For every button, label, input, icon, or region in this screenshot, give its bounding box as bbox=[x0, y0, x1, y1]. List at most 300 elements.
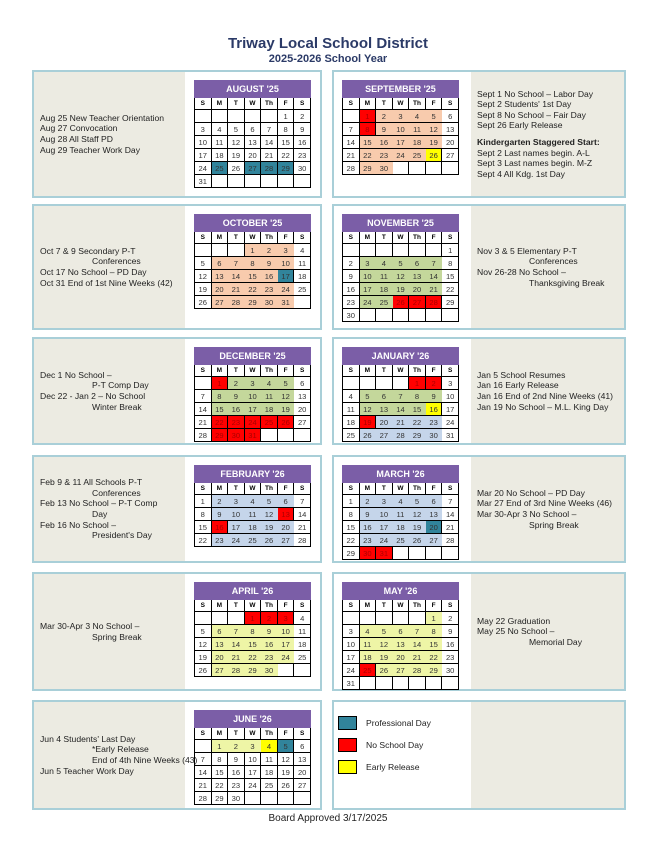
event-line bbox=[477, 370, 618, 381]
month-calendar bbox=[342, 214, 459, 322]
event-line bbox=[40, 113, 179, 124]
day-cell: 13 bbox=[392, 638, 409, 651]
event-text: No School – bbox=[69, 519, 116, 530]
weekday-label: S bbox=[343, 600, 360, 612]
day-cell bbox=[359, 309, 376, 322]
day-cell: 12 bbox=[277, 753, 294, 766]
day-cell: 2 bbox=[343, 257, 360, 270]
day-cell: 19 bbox=[277, 766, 294, 779]
day-cell: 19 bbox=[392, 283, 409, 296]
day-cell: 5 bbox=[359, 390, 376, 403]
day-cell bbox=[261, 175, 278, 188]
day-cell: 19 bbox=[228, 149, 245, 162]
day-cell: 13 bbox=[425, 508, 442, 521]
month-header-row bbox=[195, 348, 311, 365]
event-text: New Teacher Orientation bbox=[69, 112, 165, 123]
day-cell: 22 bbox=[277, 149, 294, 162]
weekday-label: S bbox=[195, 728, 212, 740]
day-cell: 15 bbox=[195, 521, 212, 534]
event-line-continued: Conferences bbox=[92, 256, 141, 267]
day-cell: 8 bbox=[244, 257, 261, 270]
week-row bbox=[195, 792, 311, 805]
week-row bbox=[195, 136, 311, 149]
weekday-label: W bbox=[244, 600, 261, 612]
day-cell: 14 bbox=[228, 270, 245, 283]
weekday-label: T bbox=[228, 232, 245, 244]
month-calendar bbox=[342, 80, 459, 175]
event-notes bbox=[471, 574, 624, 689]
day-cell: 21 bbox=[228, 283, 245, 296]
event-date: Sept 8 bbox=[477, 109, 502, 120]
day-cell: 30 bbox=[228, 429, 245, 442]
day-cell: 16 bbox=[261, 270, 278, 283]
event-text: No School – bbox=[64, 369, 112, 380]
day-cell: 17 bbox=[228, 521, 245, 534]
day-cell: 27 bbox=[294, 416, 311, 429]
month-header-row bbox=[343, 466, 459, 483]
day-cell: 13 bbox=[244, 136, 261, 149]
day-cell: 18 bbox=[359, 651, 376, 664]
day-cell: 22 bbox=[244, 283, 261, 296]
event-text: No School – Labor Day bbox=[504, 88, 594, 99]
legend-label: Early Release bbox=[366, 762, 420, 772]
event-notes bbox=[471, 339, 624, 443]
day-cell: 18 bbox=[261, 403, 278, 416]
month-header-row bbox=[343, 348, 459, 365]
event-line-continued: Spring Break bbox=[529, 519, 579, 530]
day-cell: 25 bbox=[294, 651, 311, 664]
day-cell: 31 bbox=[195, 175, 212, 188]
day-cell: 13 bbox=[409, 270, 426, 283]
legend-item-pd bbox=[338, 716, 431, 730]
day-cell: 18 bbox=[244, 521, 261, 534]
day-cell: 6 bbox=[442, 110, 459, 123]
day-cell: 24 bbox=[442, 416, 459, 429]
school-year-subtitle: 2025-2026 School Year bbox=[268, 53, 388, 65]
day-cell bbox=[294, 296, 311, 309]
day-cell: 23 bbox=[294, 149, 311, 162]
event-date: Aug 28 bbox=[40, 134, 68, 144]
day-cell: 31 bbox=[343, 677, 360, 690]
day-cell: 4 bbox=[294, 244, 311, 257]
day-cell: 30 bbox=[261, 664, 278, 677]
day-cell: 1 bbox=[244, 612, 261, 625]
day-cell: 15 bbox=[442, 270, 459, 283]
day-cell: 11 bbox=[244, 508, 261, 521]
weekday-label: S bbox=[343, 365, 360, 377]
event-date: Oct 7 & 9 bbox=[40, 245, 76, 256]
day-cell: 3 bbox=[359, 257, 376, 270]
event-line bbox=[477, 616, 618, 627]
week-row bbox=[195, 162, 311, 175]
weekday-row bbox=[195, 365, 311, 377]
weekday-label: T bbox=[228, 728, 245, 740]
event-notes bbox=[471, 457, 624, 561]
weekday-label: W bbox=[392, 98, 409, 110]
day-cell: 28 bbox=[442, 534, 459, 547]
day-cell: 22 bbox=[343, 534, 360, 547]
day-cell: 8 bbox=[244, 625, 261, 638]
day-cell bbox=[228, 612, 245, 625]
event-date: Aug 29 bbox=[40, 144, 68, 155]
day-cell: 13 bbox=[211, 270, 228, 283]
day-cell: 15 bbox=[343, 521, 360, 534]
weekday-label: M bbox=[359, 600, 376, 612]
day-cell: 5 bbox=[376, 625, 393, 638]
day-cell: 6 bbox=[244, 123, 261, 136]
day-cell: 16 bbox=[359, 521, 376, 534]
weekday-label: F bbox=[277, 600, 294, 612]
event-line bbox=[477, 110, 618, 121]
day-cell: 9 bbox=[343, 270, 360, 283]
day-cell bbox=[195, 740, 212, 753]
legend-item-ns bbox=[338, 738, 423, 752]
day-cell bbox=[277, 664, 294, 677]
day-cell bbox=[294, 175, 311, 188]
weekday-row bbox=[195, 232, 311, 244]
month-calendar bbox=[194, 80, 311, 188]
day-cell: 22 bbox=[359, 149, 376, 162]
day-cell: 11 bbox=[211, 136, 228, 149]
event-date: Jan 19 bbox=[477, 401, 503, 412]
week-row bbox=[343, 110, 459, 123]
day-cell: 22 bbox=[244, 651, 261, 664]
week-row bbox=[343, 283, 459, 296]
day-cell: 5 bbox=[195, 257, 212, 270]
day-cell: 6 bbox=[376, 390, 393, 403]
event-notes bbox=[34, 339, 185, 443]
day-cell: 21 bbox=[261, 149, 278, 162]
day-cell: 6 bbox=[294, 740, 311, 753]
day-cell: 12 bbox=[392, 270, 409, 283]
weekday-label: M bbox=[359, 232, 376, 244]
weekday-label: F bbox=[425, 600, 442, 612]
week-row bbox=[343, 664, 459, 677]
day-cell: 3 bbox=[343, 625, 360, 638]
week-row bbox=[195, 664, 311, 677]
weekday-label: S bbox=[343, 483, 360, 495]
event-date: Oct 31 bbox=[40, 277, 66, 288]
day-cell: 11 bbox=[409, 123, 426, 136]
day-cell bbox=[261, 110, 278, 123]
day-cell: 8 bbox=[409, 390, 426, 403]
day-cell bbox=[359, 612, 376, 625]
day-cell: 5 bbox=[195, 625, 212, 638]
event-line bbox=[40, 145, 179, 156]
event-text: Elementary P-T bbox=[517, 245, 577, 256]
day-cell: 22 bbox=[409, 416, 426, 429]
day-cell bbox=[392, 162, 409, 175]
day-cell: 16 bbox=[343, 283, 360, 296]
weekday-label: F bbox=[277, 728, 294, 740]
event-notes bbox=[34, 72, 185, 196]
day-cell: 27 bbox=[425, 534, 442, 547]
day-cell: 23 bbox=[261, 651, 278, 664]
weekday-label: W bbox=[244, 232, 261, 244]
day-cell: 19 bbox=[359, 416, 376, 429]
weekday-row bbox=[195, 728, 311, 740]
day-cell: 9 bbox=[359, 508, 376, 521]
day-cell: 3 bbox=[376, 495, 393, 508]
day-cell: 22 bbox=[442, 283, 459, 296]
weekday-label: S bbox=[442, 232, 459, 244]
day-cell: 27 bbox=[409, 296, 426, 309]
day-cell: 17 bbox=[442, 403, 459, 416]
day-cell: 20 bbox=[376, 416, 393, 429]
weekday-label: Th bbox=[261, 600, 278, 612]
event-line bbox=[477, 488, 618, 499]
day-cell: 21 bbox=[425, 283, 442, 296]
day-cell: 5 bbox=[261, 495, 278, 508]
weekday-label: F bbox=[277, 98, 294, 110]
day-cell: 20 bbox=[392, 651, 409, 664]
event-date: Jan 16 bbox=[477, 391, 503, 401]
day-cell: 27 bbox=[211, 664, 228, 677]
weekday-label: S bbox=[442, 600, 459, 612]
week-row bbox=[195, 175, 311, 188]
day-cell: 10 bbox=[359, 270, 376, 283]
weekday-label: S bbox=[442, 98, 459, 110]
day-cell: 10 bbox=[392, 123, 409, 136]
event-line bbox=[40, 278, 179, 289]
day-cell: 20 bbox=[211, 283, 228, 296]
weekday-label: Th bbox=[261, 483, 278, 495]
month-title: JUNE '26 bbox=[195, 711, 311, 728]
event-line bbox=[477, 509, 618, 520]
day-cell: 26 bbox=[277, 416, 294, 429]
day-cell: 2 bbox=[425, 377, 442, 390]
weekday-label: Th bbox=[261, 98, 278, 110]
week-row bbox=[343, 270, 459, 283]
weekday-label: F bbox=[277, 232, 294, 244]
day-cell bbox=[359, 244, 376, 257]
day-cell: 12 bbox=[195, 638, 212, 651]
week-row bbox=[343, 508, 459, 521]
day-cell: 4 bbox=[261, 740, 278, 753]
day-cell bbox=[442, 677, 459, 690]
event-date: Aug 27 bbox=[40, 123, 68, 134]
day-cell: 5 bbox=[392, 257, 409, 270]
day-cell: 2 bbox=[294, 110, 311, 123]
left-panel bbox=[32, 455, 322, 563]
event-date: Mar 30-Apr 3 bbox=[477, 509, 528, 519]
left-panel bbox=[32, 337, 322, 445]
month-header-row bbox=[343, 81, 459, 98]
week-row bbox=[195, 270, 311, 283]
day-cell: 29 bbox=[244, 664, 261, 677]
event-text: School Resumes bbox=[500, 369, 566, 380]
event-date: Sept 4 bbox=[477, 168, 502, 179]
weekday-label: T bbox=[228, 365, 245, 377]
week-row bbox=[195, 779, 311, 792]
event-line bbox=[40, 246, 179, 257]
day-cell: 27 bbox=[294, 779, 311, 792]
day-cell: 1 bbox=[343, 495, 360, 508]
weekday-label: W bbox=[392, 365, 409, 377]
week-row bbox=[343, 136, 459, 149]
weekday-label: T bbox=[376, 600, 393, 612]
day-cell: 24 bbox=[228, 534, 245, 547]
day-cell: 17 bbox=[195, 149, 212, 162]
day-cell: 17 bbox=[343, 651, 360, 664]
day-cell bbox=[376, 677, 393, 690]
day-cell bbox=[343, 244, 360, 257]
day-cell: 29 bbox=[277, 162, 294, 175]
week-row bbox=[195, 740, 311, 753]
weekday-label: S bbox=[195, 365, 212, 377]
day-cell: 24 bbox=[343, 664, 360, 677]
event-line-continued: Conferences bbox=[529, 256, 578, 267]
day-cell bbox=[425, 677, 442, 690]
day-cell: 26 bbox=[195, 664, 212, 677]
day-cell: 12 bbox=[228, 136, 245, 149]
day-cell: 13 bbox=[376, 403, 393, 416]
day-cell: 7 bbox=[195, 753, 212, 766]
day-cell: 12 bbox=[409, 508, 426, 521]
event-line-continued: Day bbox=[92, 509, 108, 519]
event-text: End of 3rd Nine Weeks (46) bbox=[506, 498, 613, 509]
day-cell bbox=[294, 429, 311, 442]
day-cell: 4 bbox=[392, 495, 409, 508]
event-line bbox=[40, 520, 179, 531]
right-panel bbox=[332, 455, 626, 563]
day-cell bbox=[228, 244, 245, 257]
day-cell: 2 bbox=[376, 110, 393, 123]
day-cell: 18 bbox=[294, 270, 311, 283]
day-cell: 19 bbox=[376, 651, 393, 664]
day-cell bbox=[277, 429, 294, 442]
month-header-row bbox=[195, 466, 311, 483]
day-cell: 14 bbox=[343, 136, 360, 149]
month-title: APRIL '26 bbox=[195, 583, 311, 600]
day-cell: 8 bbox=[343, 508, 360, 521]
weekday-label: F bbox=[425, 98, 442, 110]
event-date: Sept 2 bbox=[477, 147, 502, 158]
weekday-label: Th bbox=[409, 483, 426, 495]
event-line bbox=[477, 120, 618, 131]
day-cell bbox=[211, 612, 228, 625]
weekday-label: M bbox=[359, 98, 376, 110]
day-cell: 7 bbox=[294, 495, 311, 508]
day-cell: 28 bbox=[195, 429, 212, 442]
week-row bbox=[195, 416, 311, 429]
day-cell bbox=[277, 792, 294, 805]
day-cell: 7 bbox=[195, 390, 212, 403]
event-text: No School – bbox=[519, 267, 566, 277]
day-cell: 20 bbox=[211, 651, 228, 664]
weekday-label: S bbox=[195, 98, 212, 110]
event-line bbox=[477, 246, 618, 257]
day-cell: 17 bbox=[244, 766, 261, 779]
day-cell: 3 bbox=[228, 495, 245, 508]
event-line bbox=[40, 621, 179, 632]
day-cell: 29 bbox=[211, 429, 228, 442]
event-text: Last names begin. M-Z bbox=[504, 158, 593, 169]
event-text: Secondary P-T bbox=[78, 245, 136, 256]
day-cell: 30 bbox=[425, 429, 442, 442]
day-cell bbox=[228, 175, 245, 188]
month-calendar bbox=[194, 710, 311, 805]
day-cell: 26 bbox=[392, 296, 409, 309]
weekday-row bbox=[343, 98, 459, 110]
month-calendar bbox=[342, 465, 459, 560]
week-row bbox=[195, 390, 311, 403]
event-line bbox=[477, 391, 618, 402]
event-notes bbox=[34, 702, 198, 808]
day-cell: 26 bbox=[261, 534, 278, 547]
day-cell: 9 bbox=[261, 257, 278, 270]
event-text: Teacher Work Day bbox=[69, 144, 141, 155]
day-cell: 24 bbox=[359, 296, 376, 309]
day-cell: 24 bbox=[277, 651, 294, 664]
month-title: MAY '26 bbox=[343, 583, 459, 600]
day-cell: 7 bbox=[228, 625, 245, 638]
week-row bbox=[195, 403, 311, 416]
day-cell: 29 bbox=[244, 296, 261, 309]
event-text: Early Release bbox=[509, 120, 563, 131]
week-row bbox=[343, 495, 459, 508]
day-cell: 28 bbox=[294, 534, 311, 547]
day-cell: 18 bbox=[294, 638, 311, 651]
day-cell: 2 bbox=[261, 612, 278, 625]
day-cell: 2 bbox=[211, 495, 228, 508]
day-cell: 10 bbox=[195, 136, 212, 149]
weekday-label: M bbox=[211, 728, 228, 740]
month-calendar bbox=[194, 347, 311, 442]
legend-swatch bbox=[338, 760, 357, 774]
event-text: Students' Last Day bbox=[63, 733, 136, 744]
day-cell: 10 bbox=[376, 508, 393, 521]
event-line bbox=[40, 267, 179, 278]
day-cell: 6 bbox=[211, 625, 228, 638]
day-cell bbox=[409, 309, 426, 322]
day-cell bbox=[442, 162, 459, 175]
day-cell: 30 bbox=[261, 296, 278, 309]
day-cell bbox=[261, 792, 278, 805]
day-cell: 20 bbox=[244, 149, 261, 162]
event-line bbox=[477, 99, 618, 110]
event-line-continued: P-T Comp Day bbox=[92, 380, 149, 391]
day-cell: 23 bbox=[376, 149, 393, 162]
event-notes bbox=[34, 574, 185, 689]
weekday-label: W bbox=[392, 232, 409, 244]
month-title: JANUARY '26 bbox=[343, 348, 459, 365]
legend-item-er bbox=[338, 760, 420, 774]
day-cell: 10 bbox=[244, 753, 261, 766]
event-date: Dec 1 bbox=[40, 369, 63, 380]
day-cell: 17 bbox=[244, 403, 261, 416]
weekday-label: W bbox=[392, 600, 409, 612]
day-cell: 27 bbox=[376, 429, 393, 442]
right-panel bbox=[332, 204, 626, 330]
event-line bbox=[477, 148, 618, 159]
day-cell: 29 bbox=[343, 547, 360, 560]
legend-swatch bbox=[338, 716, 357, 730]
event-heading: Kindergarten Staggered Start: bbox=[477, 137, 600, 147]
event-text: Teacher Work Day bbox=[63, 765, 134, 776]
event-date: Sept 26 bbox=[477, 120, 507, 131]
week-row bbox=[195, 612, 311, 625]
day-cell: 9 bbox=[228, 390, 245, 403]
event-text: No School – PD Day bbox=[506, 487, 585, 498]
day-cell: 6 bbox=[211, 257, 228, 270]
event-text: Early Release bbox=[505, 380, 559, 391]
day-cell: 15 bbox=[277, 136, 294, 149]
event-text: End of 1st Nine Weeks (42) bbox=[67, 277, 173, 288]
day-cell: 14 bbox=[392, 403, 409, 416]
day-cell: 31 bbox=[442, 429, 459, 442]
day-cell: 25 bbox=[211, 162, 228, 175]
